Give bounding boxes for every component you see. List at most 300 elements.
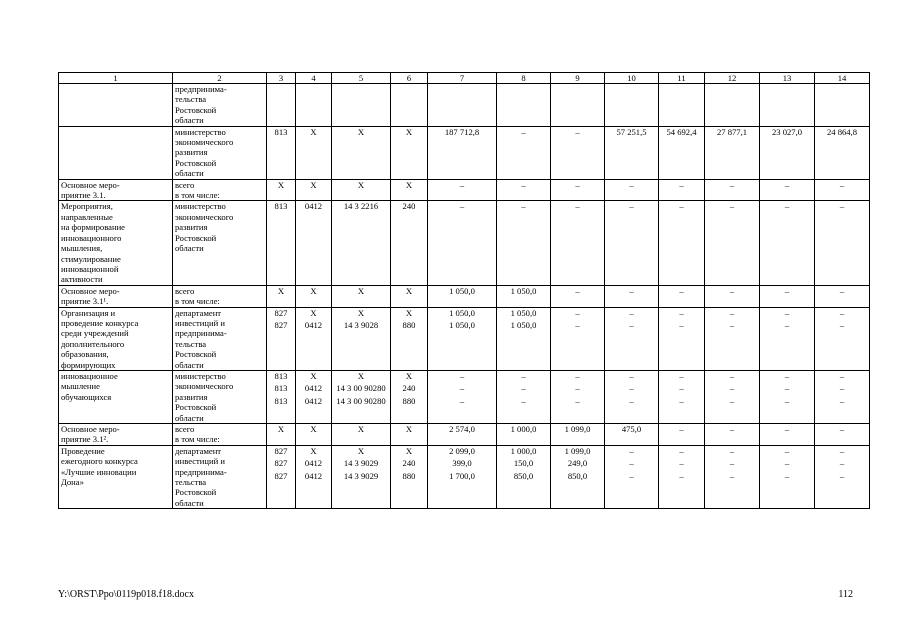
- value-cell: [760, 285, 815, 307]
- executor-cell-line: министерство: [175, 201, 226, 212]
- value-line: –: [679, 285, 684, 296]
- measure-cell-line: Основное меро-: [61, 285, 120, 296]
- value-line: 240: [402, 458, 416, 469]
- value-line: Х: [310, 445, 317, 456]
- value-cell: [659, 307, 705, 370]
- value-cell: [605, 370, 659, 423]
- value-line: Х: [310, 424, 317, 434]
- value-line: –: [679, 445, 684, 456]
- value-line: Х: [405, 445, 413, 456]
- value-line: Х: [357, 424, 365, 434]
- value-cell: [391, 445, 428, 508]
- value-cell: [551, 445, 605, 508]
- value-cell: [760, 445, 815, 508]
- value-cell: [267, 370, 296, 423]
- value-line: Х: [357, 307, 365, 318]
- value-cell: [659, 84, 705, 127]
- value-line: Х: [405, 370, 413, 381]
- value-cell: [497, 201, 551, 285]
- column-header: 14: [815, 73, 870, 84]
- value-line: –: [629, 319, 634, 330]
- column-header: 5: [332, 73, 391, 84]
- value-line: 23 027,0: [771, 126, 803, 137]
- value-line: 187 712,8: [444, 126, 480, 137]
- value-line: 827: [274, 319, 288, 330]
- value-line: 24 864,8: [826, 126, 858, 137]
- executor-cell-line: экономического: [175, 137, 234, 148]
- executor-cell: [173, 445, 267, 508]
- executor-cell-line: всего: [175, 424, 195, 434]
- value-cell: [815, 201, 870, 285]
- budget-table: [58, 72, 870, 509]
- executor-cell-line: развития: [175, 147, 208, 158]
- executor-cell-line: Ростовской: [175, 104, 217, 115]
- value-line: –: [629, 470, 634, 481]
- value-line: –: [521, 179, 526, 190]
- value-cell: [267, 424, 296, 446]
- value-cell: [815, 84, 870, 127]
- value-cell: [332, 126, 391, 179]
- value-line: –: [729, 424, 735, 434]
- value-line: 14 3 9028: [343, 319, 379, 330]
- value-line: 475,0: [621, 424, 642, 434]
- value-cell: [267, 307, 296, 370]
- value-cell: [497, 285, 551, 307]
- executor-cell: [173, 126, 267, 179]
- value-cell: [760, 424, 815, 446]
- measure-cell-line: Основное меро-: [61, 424, 120, 434]
- value-cell: [605, 445, 659, 508]
- executor-cell: [173, 307, 267, 370]
- value-line: Х: [405, 424, 413, 434]
- value-line: –: [459, 395, 465, 406]
- value-cell: [296, 126, 332, 179]
- value-cell: [605, 424, 659, 446]
- value-line: 1 050,0: [510, 319, 537, 330]
- value-line: Х: [405, 126, 413, 137]
- value-line: 813: [274, 395, 288, 406]
- executor-cell-line: в том числе:: [175, 296, 220, 307]
- value-line: Х: [310, 370, 317, 381]
- value-cell: [391, 424, 428, 446]
- value-cell: [551, 84, 605, 127]
- value-line: 0412: [304, 395, 323, 406]
- value-line: 1 050,0: [510, 307, 537, 318]
- value-cell: [605, 84, 659, 127]
- executor-cell: [173, 424, 267, 446]
- measure-cell: [59, 424, 173, 446]
- value-line: –: [784, 319, 790, 330]
- value-cell: [428, 424, 497, 446]
- executor-cell: [173, 370, 267, 423]
- value-line: –: [784, 307, 790, 318]
- value-line: –: [629, 285, 634, 296]
- executor-cell-line: всего: [175, 285, 195, 296]
- executor-cell-line: департамент: [175, 445, 222, 456]
- measure-cell-line: ежегодного конкурса: [61, 456, 138, 467]
- table-row: [59, 424, 870, 446]
- column-header: 13: [760, 73, 815, 84]
- value-line: –: [575, 383, 580, 394]
- measure-cell-line: инновационного: [61, 232, 122, 243]
- value-cell: [551, 307, 605, 370]
- executor-cell-line: тельства: [175, 477, 207, 488]
- value-line: 850,0: [513, 470, 534, 481]
- value-line: 1 700,0: [449, 470, 475, 481]
- value-line: –: [729, 370, 735, 381]
- column-header: 12: [705, 73, 760, 84]
- value-line: Х: [310, 179, 317, 190]
- value-line: Х: [277, 179, 285, 190]
- value-cell: [296, 285, 332, 307]
- executor-cell-line: в том числе:: [175, 190, 220, 201]
- value-line: –: [521, 370, 526, 381]
- executor-cell-line: развития: [175, 391, 208, 402]
- value-line: –: [575, 285, 580, 296]
- value-line: –: [679, 470, 684, 481]
- value-cell: [659, 445, 705, 508]
- value-line: –: [679, 383, 684, 394]
- value-cell: [605, 201, 659, 285]
- value-cell: [551, 370, 605, 423]
- value-cell: [391, 307, 428, 370]
- value-line: –: [575, 319, 580, 330]
- value-line: 399,0: [452, 458, 472, 469]
- value-cell: [332, 84, 391, 127]
- value-cell: [428, 445, 497, 508]
- column-header: 11: [659, 73, 705, 84]
- value-line: 850,0: [567, 470, 588, 481]
- value-line: –: [679, 458, 684, 469]
- executor-cell-line: Ростовской: [175, 487, 217, 498]
- value-cell: [760, 370, 815, 423]
- value-line: Х: [405, 307, 413, 318]
- measure-cell: [59, 201, 173, 285]
- value-cell: [296, 84, 332, 127]
- executor-cell-line: департамент: [175, 307, 222, 318]
- value-cell: [659, 285, 705, 307]
- value-cell: [705, 201, 760, 285]
- value-cell: [815, 307, 870, 370]
- value-line: –: [679, 307, 684, 318]
- value-cell: [605, 179, 659, 201]
- value-line: 827: [274, 470, 288, 481]
- measure-cell-line: Дона»: [61, 477, 84, 488]
- value-line: 827: [274, 458, 288, 469]
- value-line: 1 099,0: [564, 424, 591, 434]
- measure-cell-line: приятие 3.1².: [61, 434, 109, 445]
- measure-cell: [59, 445, 173, 508]
- value-cell: [296, 445, 332, 508]
- value-line: –: [459, 179, 465, 190]
- value-cell: [659, 424, 705, 446]
- value-line: –: [575, 395, 580, 406]
- value-cell: [332, 179, 391, 201]
- file-path: Y:\ORST\Ppo\0119p018.f18.docx: [58, 589, 194, 600]
- measure-cell-line: приятие 3.1¹.: [61, 296, 109, 307]
- column-header: 2: [173, 73, 267, 84]
- value-line: –: [575, 126, 580, 137]
- column-header: 10: [605, 73, 659, 84]
- measure-cell: [59, 370, 173, 423]
- value-cell: [659, 126, 705, 179]
- measure-cell-line: Организация и: [61, 307, 116, 318]
- value-cell: [815, 370, 870, 423]
- table-row: [59, 285, 870, 307]
- value-cell: [428, 370, 497, 423]
- value-line: 54 692,4: [666, 126, 697, 137]
- value-line: Х: [310, 307, 317, 318]
- executor-cell: [173, 179, 267, 201]
- executor-cell-line: Ростовской: [175, 349, 217, 360]
- value-cell: [497, 84, 551, 127]
- value-line: –: [729, 201, 735, 212]
- value-line: 14 3 9029: [343, 458, 379, 469]
- value-line: 249,0: [567, 458, 588, 469]
- value-line: –: [729, 395, 735, 406]
- value-line: –: [629, 179, 634, 190]
- value-cell: [497, 424, 551, 446]
- measure-cell-line: направленные: [61, 211, 113, 222]
- measure-cell-line: «Лучшие инновации: [61, 466, 137, 477]
- value-cell: [267, 201, 296, 285]
- value-cell: [391, 179, 428, 201]
- value-cell: [497, 307, 551, 370]
- table-row: [59, 201, 870, 285]
- table-row: [59, 179, 870, 201]
- measure-cell: [59, 179, 173, 201]
- value-line: –: [679, 370, 684, 381]
- measure-cell-line: инновационное: [61, 370, 118, 381]
- executor-cell-line: всего: [175, 179, 195, 190]
- column-header: 4: [296, 73, 332, 84]
- value-line: –: [729, 285, 735, 296]
- value-line: –: [629, 445, 634, 456]
- value-line: –: [839, 179, 845, 190]
- value-cell: [296, 179, 332, 201]
- value-line: 1 000,0: [510, 424, 537, 434]
- value-line: –: [839, 383, 845, 394]
- value-line: –: [521, 126, 526, 137]
- executor-cell-line: инвестиций и: [175, 317, 225, 328]
- value-cell: [497, 179, 551, 201]
- executor-cell: [173, 84, 267, 127]
- value-line: Х: [357, 285, 365, 296]
- measure-cell-line: проведение конкурса: [61, 317, 139, 328]
- table-row: [59, 307, 870, 370]
- value-line: –: [839, 445, 845, 456]
- value-cell: [815, 179, 870, 201]
- value-line: 1 050,0: [449, 285, 475, 296]
- value-line: –: [784, 285, 790, 296]
- value-line: –: [839, 395, 845, 406]
- value-line: –: [575, 201, 580, 212]
- value-cell: [705, 424, 760, 446]
- executor-cell-line: развития: [175, 222, 208, 233]
- value-cell: [705, 126, 760, 179]
- value-line: –: [784, 424, 790, 434]
- executor-cell: [173, 285, 267, 307]
- measure-cell-line: Мероприятия,: [61, 201, 113, 212]
- value-line: –: [839, 470, 845, 481]
- executor-cell: [173, 201, 267, 285]
- value-line: 240: [402, 201, 416, 212]
- value-cell: [760, 126, 815, 179]
- measure-cell: [59, 126, 173, 179]
- value-line: 880: [402, 395, 416, 406]
- executor-cell-line: предпринима-: [175, 84, 227, 94]
- value-line: –: [521, 383, 526, 394]
- value-line: 1 099,0: [564, 445, 591, 456]
- value-line: 1 050,0: [510, 285, 537, 296]
- measure-cell: [59, 307, 173, 370]
- table-row: [59, 84, 870, 127]
- value-line: –: [729, 179, 735, 190]
- page-number: 112: [838, 589, 853, 600]
- value-line: –: [629, 458, 634, 469]
- value-line: –: [784, 201, 790, 212]
- value-cell: [551, 285, 605, 307]
- measure-cell: [59, 84, 173, 127]
- value-cell: [705, 84, 760, 127]
- value-cell: [267, 84, 296, 127]
- value-line: –: [729, 470, 735, 481]
- value-line: 14 3 00 90280: [336, 395, 386, 406]
- value-cell: [428, 179, 497, 201]
- value-line: Х: [310, 126, 317, 137]
- value-line: 880: [402, 319, 416, 330]
- value-cell: [659, 370, 705, 423]
- value-line: –: [521, 201, 526, 212]
- column-header: 8: [497, 73, 551, 84]
- executor-cell-line: предпринима-: [175, 466, 227, 477]
- value-cell: [551, 179, 605, 201]
- value-cell: [551, 201, 605, 285]
- measure-cell-line: активности: [61, 274, 103, 285]
- value-cell: [605, 126, 659, 179]
- measure-cell-line: Проведение: [61, 445, 105, 456]
- value-cell: [267, 285, 296, 307]
- value-line: Х: [405, 285, 413, 296]
- executor-cell-line: области: [175, 115, 204, 126]
- value-line: 813: [274, 126, 288, 137]
- value-cell: [428, 84, 497, 127]
- value-line: –: [629, 370, 634, 381]
- column-header: 7: [428, 73, 497, 84]
- value-line: 1 000,0: [510, 445, 537, 456]
- value-line: 1 050,0: [449, 319, 475, 330]
- value-line: –: [839, 307, 845, 318]
- value-cell: [705, 285, 760, 307]
- value-line: Х: [357, 445, 365, 456]
- value-line: 2 099,0: [449, 445, 475, 456]
- value-line: 0412: [304, 201, 323, 212]
- measure-cell-line: среди учреждений: [61, 328, 129, 339]
- value-line: –: [629, 307, 634, 318]
- value-cell: [428, 285, 497, 307]
- value-line: Х: [310, 285, 317, 296]
- value-line: –: [629, 383, 634, 394]
- value-cell: [551, 424, 605, 446]
- value-line: 827: [274, 445, 288, 456]
- value-line: –: [679, 179, 684, 190]
- value-cell: [497, 126, 551, 179]
- value-line: 150,0: [513, 458, 534, 469]
- column-header: 9: [551, 73, 605, 84]
- value-line: 880: [402, 470, 416, 481]
- measure-cell-line: на формирование: [61, 222, 125, 233]
- executor-cell-line: министерство: [175, 126, 226, 137]
- value-line: –: [784, 179, 790, 190]
- value-line: –: [629, 395, 634, 406]
- value-line: –: [784, 395, 790, 406]
- value-line: –: [839, 370, 845, 381]
- value-line: 240: [402, 383, 416, 394]
- value-cell: [296, 370, 332, 423]
- value-line: 0412: [304, 383, 323, 394]
- executor-cell-line: Ростовской: [175, 157, 217, 168]
- value-line: –: [679, 395, 684, 406]
- value-cell: [428, 201, 497, 285]
- value-cell: [332, 445, 391, 508]
- value-cell: [705, 445, 760, 508]
- value-cell: [267, 445, 296, 508]
- executor-cell-line: тельства: [175, 338, 207, 349]
- value-cell: [296, 424, 332, 446]
- value-line: –: [679, 319, 684, 330]
- value-line: 0412: [304, 458, 323, 469]
- value-cell: [705, 179, 760, 201]
- value-cell: [428, 126, 497, 179]
- measure-cell-line: Основное меро-: [61, 179, 120, 190]
- value-line: Х: [405, 179, 413, 190]
- value-cell: [332, 201, 391, 285]
- executor-cell-line: инвестиций и: [175, 456, 225, 467]
- value-line: –: [784, 470, 790, 481]
- value-line: –: [521, 395, 526, 406]
- value-cell: [705, 307, 760, 370]
- value-line: 14 3 9029: [343, 470, 379, 481]
- value-line: Х: [277, 285, 285, 296]
- value-cell: [391, 201, 428, 285]
- value-cell: [605, 285, 659, 307]
- column-header: 6: [391, 73, 428, 84]
- value-line: –: [459, 370, 465, 381]
- value-cell: [332, 285, 391, 307]
- value-line: 57 251,5: [616, 126, 647, 137]
- value-line: –: [839, 424, 845, 434]
- value-cell: [391, 84, 428, 127]
- column-header: 3: [267, 73, 296, 84]
- value-line: 0412: [304, 470, 323, 481]
- value-line: –: [459, 201, 465, 212]
- value-cell: [332, 307, 391, 370]
- value-cell: [551, 126, 605, 179]
- value-line: –: [839, 285, 845, 296]
- value-cell: [760, 84, 815, 127]
- value-line: –: [784, 370, 790, 381]
- measure-cell-line: образования,: [61, 349, 109, 360]
- value-line: 0412: [304, 319, 323, 330]
- value-cell: [815, 424, 870, 446]
- executor-cell-line: экономического: [175, 211, 234, 222]
- value-line: –: [784, 458, 790, 469]
- value-line: 14 3 00 90280: [336, 383, 386, 394]
- executor-cell-line: области: [175, 243, 204, 254]
- executor-cell-line: экономического: [175, 381, 234, 392]
- value-line: –: [784, 383, 790, 394]
- value-cell: [659, 179, 705, 201]
